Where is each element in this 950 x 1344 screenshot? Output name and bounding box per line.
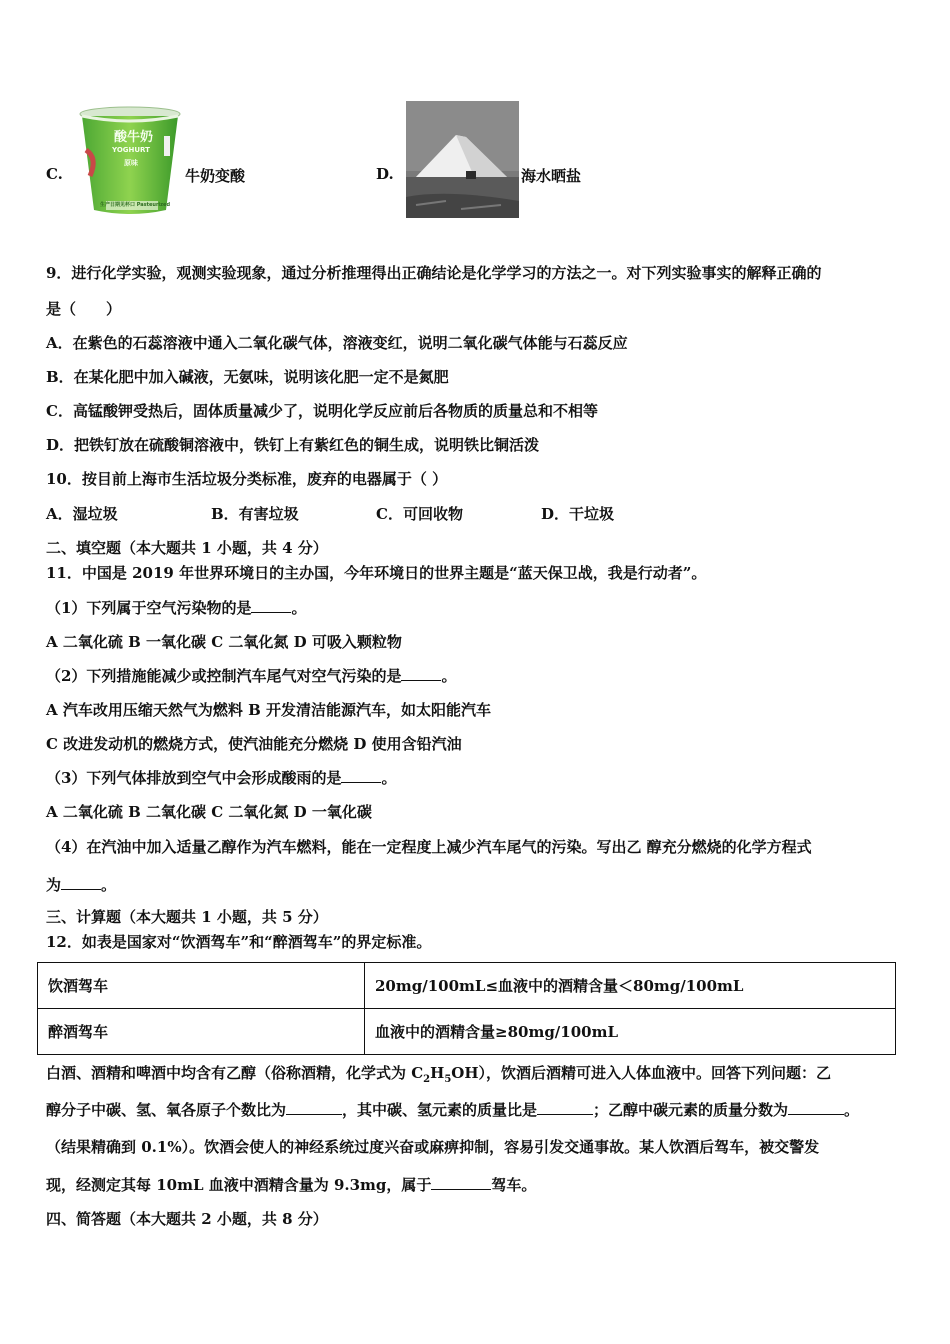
- q11-part4-blank[interactable]: [61, 875, 101, 890]
- q12-l2-b: ，其中碳、氢元素的质量比是: [342, 1101, 538, 1119]
- q9-option-c: C．高锰酸钾受热后，固体质量减少了，说明化学反应前后各物质的质量总和不相等: [46, 402, 598, 420]
- q12-l2-d: 。: [844, 1101, 860, 1119]
- q11-part3-text: （3）下列气体排放到空气中会形成酸雨的是: [46, 769, 342, 787]
- q11-part4-cont: [46, 874, 116, 895]
- q11-part2-text: （2）下列措施能减少或控制汽车尾气对空气污染的是: [46, 667, 402, 685]
- q12-l2-a: 醇分子中碳、氢、氧各原子个数比为: [46, 1101, 287, 1119]
- q11-part2: [46, 665, 456, 686]
- section2-heading: 二、填空题（本大题共 1 小题，共 4 分）: [46, 539, 328, 557]
- q11-part4-end: 。: [101, 876, 117, 894]
- q12-paragraph-line3: （结果精确到 0.1%）。饮酒会使人的神经系统过度兴奋或麻痹抑制，容易引发交通事故。某人饮酒后驾车，被交警发: [46, 1138, 820, 1156]
- q12-l1-b: H: [430, 1064, 445, 1082]
- table-cell-type: 饮酒驾车: [38, 963, 365, 1009]
- q10-option-b: B．有害垃圾: [211, 505, 299, 523]
- q10-option-a: A．湿垃圾: [46, 505, 118, 523]
- q12-stem: 12．如表是国家对“饮酒驾车”和“醉酒驾车”的界定标准。: [46, 933, 432, 951]
- sea-salt-photo: [406, 101, 519, 218]
- q11-part4-cont-text: 为: [46, 876, 62, 894]
- option-c-text: 牛奶变酸: [185, 167, 246, 185]
- q11-stem: 11．中国是 2019 年世界环境日的主办国，今年环境日的世界主题是“蓝天保卫战，我是行动者”。: [46, 564, 707, 582]
- q9-option-d: D．把铁钉放在硫酸铜溶液中，铁钉上有紫红色的铜生成，说明铁比铜活泼: [46, 436, 540, 454]
- cup-brand: 酸牛奶: [114, 130, 154, 145]
- q10-stem: 10．按目前上海市生活垃圾分类标准，废弃的电器属于（ ）: [46, 470, 448, 488]
- cup-small-text: 原味: [124, 158, 138, 167]
- q12-l4-b: 驾车。: [491, 1176, 537, 1194]
- yogurt-cup-image: [78, 106, 182, 218]
- section3-heading: 三、计算题（本大题共 1 小题，共 5 分）: [46, 908, 328, 926]
- q9-stem-line2: 是（ ）: [46, 300, 122, 318]
- q12-paragraph-line2: [46, 1099, 859, 1120]
- table-cell-type: 醉酒驾车: [38, 1009, 365, 1055]
- q12-l1-c: OH），饮酒后酒精可进入人体血液中。回答下列问题：乙: [451, 1064, 832, 1082]
- q11-part1-text: （1）下列属于空气污染物的是: [46, 599, 252, 617]
- q10-option-d: D．干垃圾: [541, 505, 615, 523]
- q11-part2-options-2: C 改进发动机的燃烧方式，使汽油能充分燃烧 D 使用含铅汽油: [46, 735, 462, 753]
- q9-option-a: A．在紫色的石蕊溶液中通入二氧化碳气体，溶液变红，说明二氧化碳气体能与石蕊反应: [46, 334, 628, 352]
- q11-part3: [46, 767, 396, 788]
- q12-l1-a: 白酒、酒精和啤酒中均含有乙醇（俗称酒精，化学式为 C: [46, 1064, 424, 1082]
- q10-option-c: C．可回收物: [376, 505, 463, 523]
- q12-l1-sub2: 5: [444, 1074, 452, 1085]
- q12-blank-ratio[interactable]: [286, 1100, 342, 1115]
- q12-blank-mass-ratio[interactable]: [537, 1100, 593, 1115]
- table-cell-standard: 20mg/100mL≤血液中的酒精含量＜80mg/100mL: [365, 963, 896, 1009]
- q11-part1-end: 。: [291, 599, 307, 617]
- q12-blank-drive-type[interactable]: [431, 1175, 491, 1190]
- table-row: [38, 1009, 896, 1055]
- option-c-label: C.: [46, 165, 63, 183]
- table-cell-standard: 血液中的酒精含量≥80mg/100mL: [365, 1009, 896, 1055]
- q12-l4-a: 现，经测定其每 10mL 血液中酒精含量为 9.3mg，属于: [46, 1176, 432, 1194]
- q11-part3-blank[interactable]: [341, 768, 381, 783]
- q12-paragraph-line4: [46, 1174, 536, 1195]
- q9-option-b: B．在某化肥中加入碱液，无氨味，说明该化肥一定不是氮肥: [46, 368, 449, 386]
- q11-part1: [46, 597, 306, 618]
- q11-part1-options: A 二氧化硫 B 一氧化碳 C 二氧化氮 D 可吸入颗粒物: [46, 633, 402, 651]
- cup-yoghurt-text: YOGHURT: [112, 146, 150, 154]
- drinking-criteria-table: [37, 962, 896, 1055]
- q11-part1-blank[interactable]: [251, 598, 291, 613]
- table-row: [38, 963, 896, 1009]
- q11-part3-end: 。: [381, 769, 397, 787]
- q11-part2-blank[interactable]: [401, 666, 441, 681]
- cup-bottom-text: 生产日期见杯口 Pasteurized: [100, 202, 171, 208]
- q12-blank-mass-fraction[interactable]: [788, 1100, 844, 1115]
- q11-part3-options: A 二氧化硫 B 二氧化碳 C 二氧化氮 D 一氧化碳: [46, 803, 372, 821]
- section4-heading: 四、简答题（本大题共 2 小题，共 8 分）: [46, 1210, 328, 1228]
- option-d-label: D.: [376, 165, 394, 183]
- q9-stem-line1: 9．进行化学实验，观测实验现象，通过分析推理得出正确结论是化学学习的方法之一。对下列实验事实的解释正确的: [46, 264, 822, 282]
- q11-part2-options-1: A 汽车改用压缩天然气为燃料 B 开发清洁能源汽车，如太阳能汽车: [46, 701, 491, 719]
- q12-l2-c: ；乙醇中碳元素的质量分数为: [593, 1101, 789, 1119]
- q12-l1-sub1: 2: [423, 1074, 431, 1085]
- q11-part2-end: 。: [441, 667, 457, 685]
- q12-paragraph-line1: [46, 1062, 831, 1085]
- q11-part4: （4）在汽油中加入适量乙醇作为汽车燃料，能在一定程度上减少汽车尾气的污染。写出乙 醇充分燃烧的化学方程式: [46, 838, 812, 856]
- option-d-text: 海水晒盐: [521, 167, 582, 185]
